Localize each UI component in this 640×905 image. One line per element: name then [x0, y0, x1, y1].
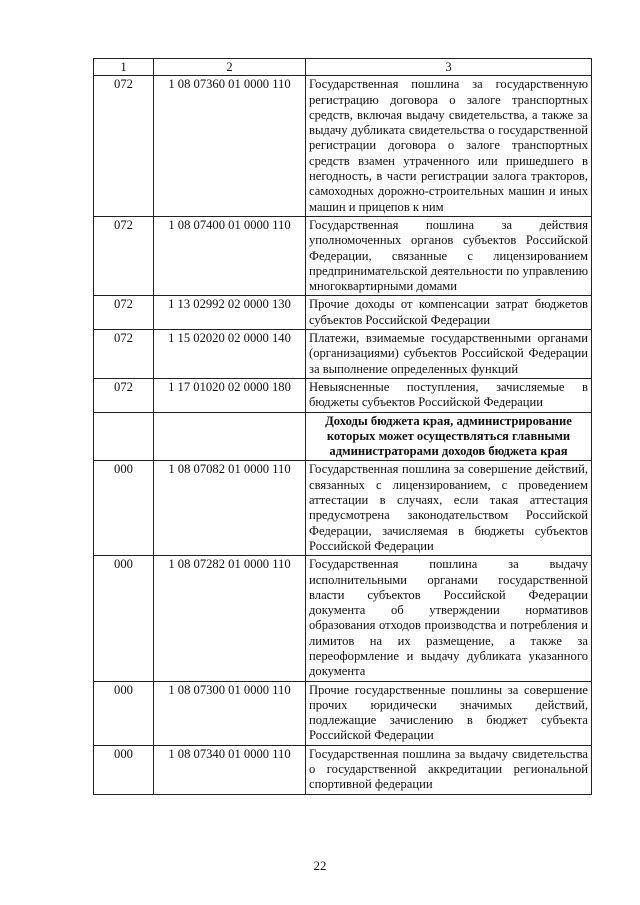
budget-classification-code-cell: 1 08 07340 01 0000 110 — [154, 745, 306, 794]
admin-code-cell: 072 — [94, 216, 154, 295]
revenue-description-cell: Прочие доходы от компенсации затрат бюджетов субъектов Российской Федерации — [306, 296, 592, 330]
budget-classification-code-cell — [154, 412, 306, 461]
column-header-1: 1 — [94, 59, 154, 76]
admin-code-cell: 072 — [94, 76, 154, 217]
budget-classification-code-cell: 1 15 02020 02 0000 140 — [154, 330, 306, 379]
revenue-description-cell: Государственная пошлина за государственную регистрацию договора о залоге транспортных средств, включая выдачу свидетельства, а также за выдачу дубликата свидетельства о государственной регистрации договора о залоге транспортных средств взамен утраченного или пришедшего в негодность, в части регистрации залога тракторов, самоходных дорожно-строительных машин и иных машин и прицепов к ним — [306, 76, 592, 217]
column-header-2: 2 — [154, 59, 306, 76]
revenue-description-cell: Прочие государственные пошлины за совершение прочих юридически значимых действий, подлежащие зачислению в бюджет субъекта Российской Федерации — [306, 681, 592, 745]
budget-classification-code-cell: 1 08 07360 01 0000 110 — [154, 76, 306, 217]
table-row — [94, 681, 592, 745]
admin-code-cell: 000 — [94, 745, 154, 794]
budget-classification-code-cell: 1 08 07400 01 0000 110 — [154, 216, 306, 295]
revenue-description-cell: Государственная пошлина за совершение действий, связанных с лицензированием, с проведением аттестации в случаях, если такая аттестация предусмотрена законодательством Российской Федерации, зачисляемая в бюджеты субъектов Российской Федерации — [306, 461, 592, 556]
table-row — [94, 216, 592, 295]
table-row — [94, 76, 592, 217]
admin-code-cell: 000 — [94, 556, 154, 681]
budget-classification-code-cell: 1 13 02992 02 0000 130 — [154, 296, 306, 330]
revenue-codes-table — [93, 58, 592, 795]
table-row — [94, 378, 592, 412]
table-row — [94, 330, 592, 379]
table-row — [94, 556, 592, 681]
admin-code-cell: 072 — [94, 378, 154, 412]
page-number: 22 — [313, 858, 327, 873]
revenue-description-cell: Невыясненные поступления, зачисляемые в бюджеты субъектов Российской Федерации — [306, 378, 592, 412]
table-row — [94, 461, 592, 556]
admin-code-cell: 072 — [94, 330, 154, 379]
budget-classification-code-cell: 1 08 07282 01 0000 110 — [154, 556, 306, 681]
table-row — [94, 296, 592, 330]
admin-code-cell: 000 — [94, 461, 154, 556]
revenue-description-cell: Платежи, взимаемые государственными органами (организациями) субъектов Российской Федерации за выполнение определенных функций — [306, 330, 592, 379]
budget-classification-code-cell: 1 17 01020 02 0000 180 — [154, 378, 306, 412]
revenue-description-cell: Государственная пошлина за выдачу исполнительными органами государственной власти субъектов Российской Федерации документа об утверждении нормативов образования отходов производства и потребления и лимитов на их размещение, а также за переоформление и выдачу дубликата указанного документа — [306, 556, 592, 681]
admin-code-cell — [94, 412, 154, 461]
column-header-3: 3 — [306, 59, 592, 76]
revenue-description-cell: Государственная пошлина за выдачу свидетельства о государственной аккредитации региональной спортивной федерации — [306, 745, 592, 794]
revenue-description-cell: Государственная пошлина за действия уполномоченных органов субъектов Российской Федерации, связанные с лицензированием предпринимательской деятельности по управлению многоквартирными домами — [306, 216, 592, 295]
budget-classification-code-cell: 1 08 07082 01 0000 110 — [154, 461, 306, 556]
section-heading-row — [94, 412, 592, 461]
admin-code-cell: 000 — [94, 681, 154, 745]
table-row — [94, 745, 592, 794]
header-row — [94, 59, 592, 76]
budget-classification-code-cell: 1 08 07300 01 0000 110 — [154, 681, 306, 745]
section-heading: Доходы бюджета края, администрирование которых может осуществляться главными администраторами доходов бюджета края — [306, 412, 592, 461]
admin-code-cell: 072 — [94, 296, 154, 330]
